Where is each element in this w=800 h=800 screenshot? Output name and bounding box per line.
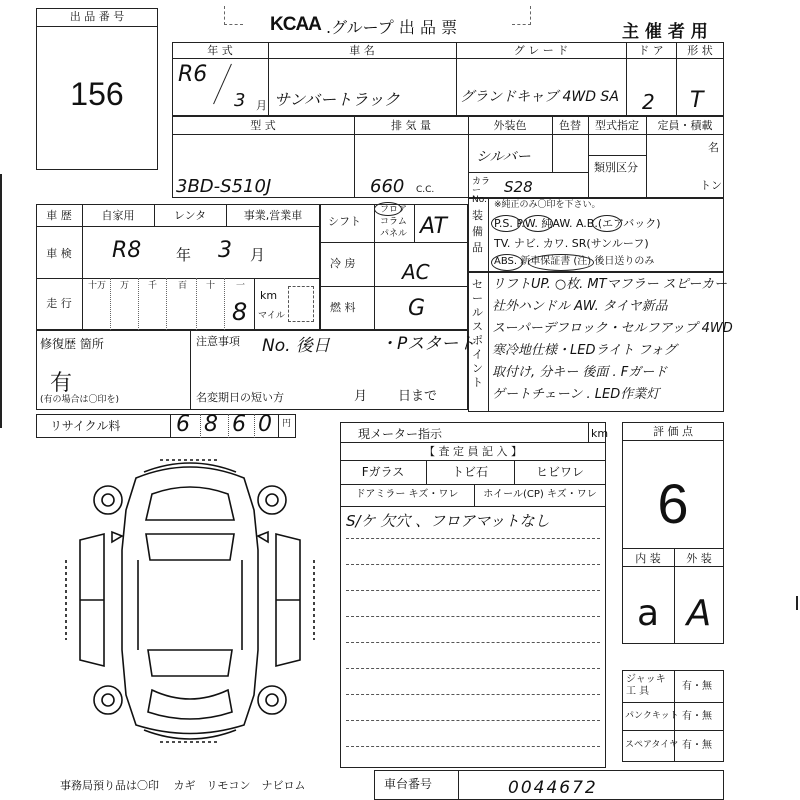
shift-label: シフト	[328, 215, 361, 228]
equipment-line-2: TV. ナビ. カワ. SR(サンルーフ)	[494, 237, 649, 250]
inspection-month-value: 3	[218, 238, 232, 263]
shift-option-floor: フロア	[380, 205, 408, 215]
ab-circle	[592, 215, 622, 232]
inspection-year-label: 年	[176, 246, 192, 264]
doors-value: 2	[642, 90, 655, 114]
equipment-side-label: 装 備 品	[472, 209, 483, 254]
interior-grade-value: a	[636, 593, 660, 634]
mileage-unit-10k: 万	[120, 281, 130, 291]
category-label: 類別区分	[594, 161, 638, 174]
mileage-unit-10: 十	[206, 281, 216, 291]
displacement-label: 排 気 量	[391, 119, 431, 132]
scan-edge-mark	[0, 174, 2, 428]
shape-value: T	[690, 88, 704, 113]
rental-option: レンタ	[173, 209, 207, 222]
model-value: 3BD-S510J	[176, 176, 272, 197]
ps-circle	[491, 215, 521, 232]
mileage-unit-1k: 千	[148, 281, 158, 291]
mileage-label: 走 行	[46, 297, 72, 310]
sales-point-1: リフトUP. ○枚. MTマフラー スピーカー	[492, 277, 727, 292]
sales-points-side-label: セールスポイント	[472, 278, 483, 389]
abs-circle	[491, 254, 523, 271]
color-no-label: カラー No.	[472, 177, 491, 205]
inspector-comment: S/ケ 欠穴 、フロアマットなし	[346, 512, 550, 530]
shape-label: 形 状	[687, 44, 713, 57]
mile-unit: マイル	[258, 311, 285, 321]
year-era-value: R6	[178, 62, 208, 87]
jack-label: ジャッキ工 具	[626, 674, 666, 697]
exterior-grade-value: A	[686, 593, 712, 634]
mileage-check-box	[288, 286, 314, 322]
fuel-value: G	[408, 296, 426, 321]
recycle-digit-3: 6	[232, 412, 246, 437]
notes-label: 注意事項	[196, 335, 240, 348]
wheel-label: ホイール(CP) キズ・ワレ	[483, 489, 597, 500]
inspection-label: 車 検	[46, 247, 72, 260]
kcaa-logo: KCAA	[270, 14, 321, 35]
sales-point-3: スーパーデフロック・セルフアップ 4WD	[492, 321, 733, 336]
repair-history-value: 有	[50, 371, 73, 396]
equipment-line-3: ABS. 新車保証書 (注) 後日送りのみ	[494, 256, 655, 267]
grade-value: グランドキャブ 4WD SA	[460, 89, 619, 105]
year-month-value: 3	[234, 90, 246, 111]
inspection-month-label: 月	[250, 246, 266, 264]
recycle-unit: 円	[282, 419, 292, 429]
shift-value: AT	[420, 214, 447, 239]
shift-option-column: コラム	[380, 217, 407, 227]
km-unit: km	[260, 289, 278, 302]
repair-history-label: 修復歴 箇所	[40, 337, 104, 351]
grade-label: グ レ ー ド	[513, 44, 569, 57]
puncture-kit-value: 有・無	[682, 711, 712, 722]
warranty-circle	[528, 254, 594, 271]
cc-label: C.C.	[416, 185, 435, 195]
recycle-digit-4: 0	[258, 412, 272, 437]
meter-km-unit: km	[591, 427, 609, 440]
equipment-line-1: P.S. P.W. 純AW. A.B.(エアバック)	[494, 217, 661, 230]
form-title: .グループ 出 品 票	[326, 18, 458, 37]
lot-number-value: 156	[70, 76, 124, 112]
equipment-note: ※純正のみ〇印を下さい。	[494, 200, 601, 210]
fuel-label: 燃 料	[330, 301, 356, 314]
chassis-number-value: 0044672	[508, 778, 598, 798]
name-change-month-label: 月	[354, 389, 368, 404]
private-use-option: 自家用	[101, 209, 135, 222]
spare-tire-label: スペアタイヤ	[625, 740, 679, 750]
recycle-fee-label: リサイクル料	[50, 419, 121, 433]
repair-history-hint: (有の場合は〇印を)	[40, 395, 120, 405]
month-label: 月	[256, 99, 267, 112]
capacity-tons-unit: トン	[700, 179, 722, 192]
capacity-label: 定員・積載	[657, 119, 713, 132]
model-label: 型 式	[250, 119, 276, 132]
shift-option-panel: パネル	[380, 229, 408, 239]
jack-value: 有・無	[682, 681, 712, 692]
exterior-color-label: 外装色	[493, 119, 527, 132]
f-glass-label: Fガラス	[361, 465, 405, 479]
floor-circle	[374, 202, 402, 216]
displacement-value: 660	[370, 176, 405, 197]
pw-circle	[523, 215, 553, 232]
notes-value-2: ・Pスタート	[380, 334, 476, 354]
inspector-header: 【 査 定 員 記 入 】	[424, 445, 522, 458]
doors-label: ド ア	[638, 44, 664, 57]
sales-point-2: 社外ハンドル AW. タイヤ新品	[492, 299, 668, 314]
color-no-value: S28	[504, 178, 533, 196]
mileage-value: 8	[232, 298, 248, 326]
exterior-color-value: シルバー	[476, 149, 531, 165]
lot-number-label: 出 品 番 号	[69, 10, 125, 23]
crack-label: ヒビワレ	[535, 465, 584, 479]
mileage-unit-1: 一	[236, 281, 246, 291]
organizer-label: 主 催 者 用	[622, 22, 708, 42]
year-label: 年 式	[207, 44, 233, 57]
exterior-label: 外 装	[686, 552, 712, 565]
scan-edge-mark-right	[796, 596, 798, 610]
corner-mark-right	[512, 6, 531, 25]
spare-tire-value: 有・無	[682, 740, 712, 751]
door-mirror-label: ドアミラー キズ・ワレ	[355, 489, 459, 500]
office-items-line: 事務局預り品は〇印 カギ リモコン ナビロム	[60, 779, 306, 792]
car-name-label: 車 名	[349, 44, 375, 57]
sales-point-4: 寒冷地仕様・LEDライト フォグ	[492, 343, 677, 358]
ac-label: 冷 房	[330, 257, 356, 270]
sales-point-5: 取付け, 分キー 後面 . Fガード	[492, 365, 668, 380]
ac-value: AC	[402, 260, 430, 284]
history-label: 車 歴	[46, 209, 72, 222]
vehicle-damage-diagram	[60, 450, 320, 750]
score-label: 評 価 点	[653, 425, 693, 438]
notes-value-1: No. 後日	[262, 336, 330, 356]
corner-mark-left	[224, 6, 243, 25]
score-value: 6	[657, 472, 689, 535]
sales-point-6: ゲートチェーン . LED作業灯	[492, 387, 660, 402]
car-name-value: サンバートラック	[274, 90, 400, 109]
recycle-digit-2: 8	[204, 412, 218, 437]
interior-label: 内 装	[635, 552, 661, 565]
puncture-kit-label: パンクキット	[625, 711, 679, 721]
chip-label: トビ石	[451, 465, 488, 479]
inspection-era-value: R8	[112, 238, 142, 263]
meter-reading-label: 現メーター指示	[358, 427, 443, 441]
chassis-number-label: 車台番号	[384, 777, 433, 791]
color-change-label: 色替	[559, 119, 581, 132]
name-change-day-label: 日まで	[398, 389, 438, 404]
mileage-unit-100: 百	[178, 281, 188, 291]
capacity-persons-unit: 名	[708, 141, 719, 154]
type-cert-label: 型式指定	[595, 119, 639, 132]
business-use-option: 事業,営業車	[243, 209, 303, 222]
recycle-digit-1: 6	[176, 412, 190, 437]
name-change-label: 名変期日の短い方	[196, 391, 284, 404]
mileage-unit-100k: 十万	[88, 281, 107, 291]
